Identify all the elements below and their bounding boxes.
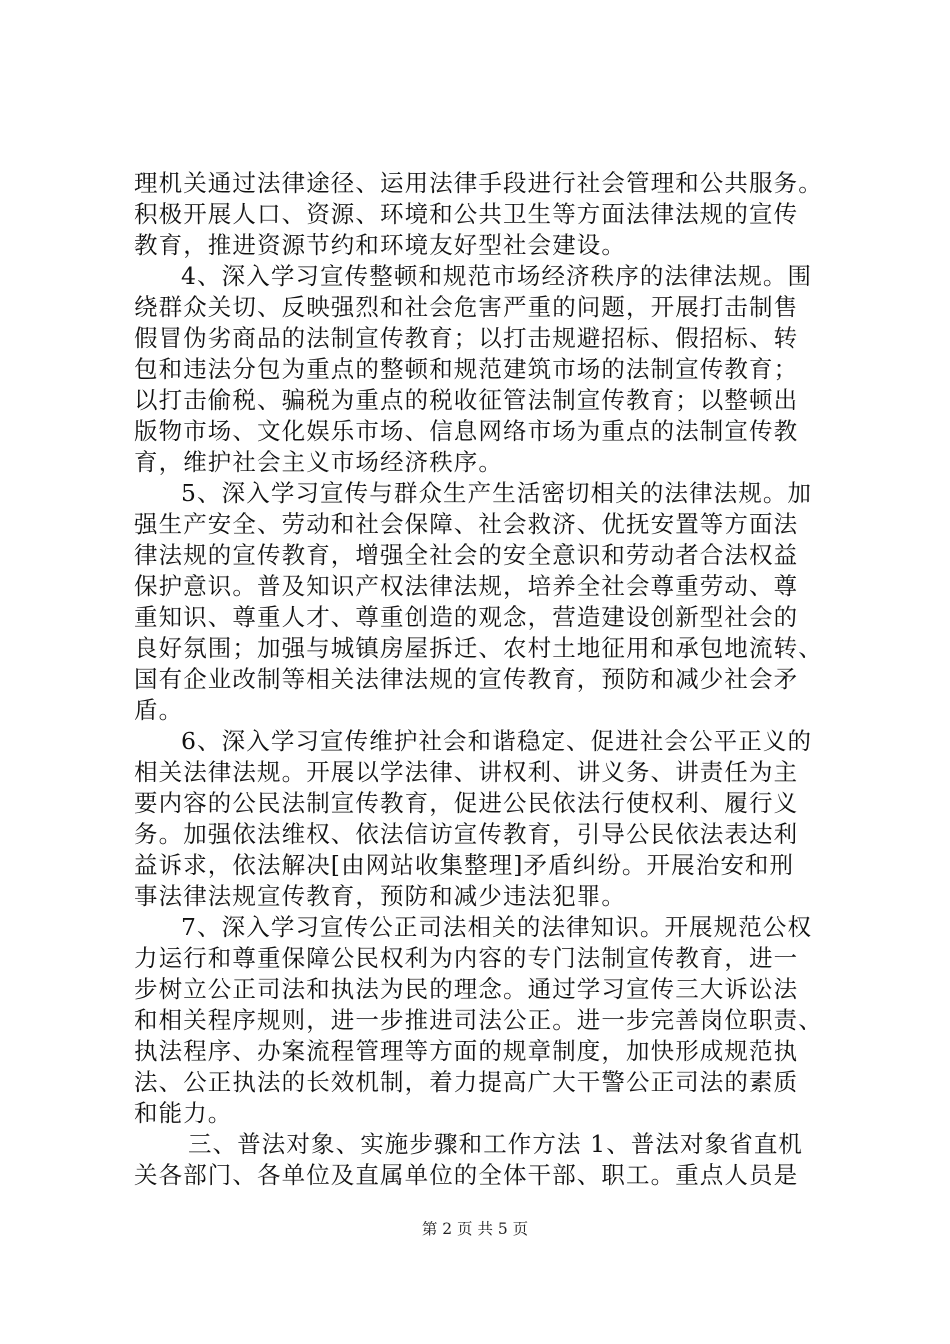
text-line: 相关法律法规。开展以学法律、讲权利、讲义务、讲责任为主 xyxy=(134,758,799,786)
document-body xyxy=(134,168,834,1191)
text-line: 和能力。 xyxy=(134,1099,233,1127)
text-line: 假冒伪劣商品的法制宣传教育；以打击规避招标、假招标、转 xyxy=(134,324,799,352)
text-line: 绕群众关切、反映强烈和社会危害严重的问题，开展打击制售 xyxy=(134,293,799,321)
page-number-footer: 第 2 页 共 5 页 xyxy=(421,1220,529,1238)
text-line: 理机关通过法律途径、运用法律手段进行社会管理和公共服务。 xyxy=(134,169,823,197)
text-line: 版物市场、文化娱乐市场、信息网络市场为重点的法制宣传教 xyxy=(134,417,799,445)
text-line: 关各部门、各单位及直属单位的全体干部、职工。重点人员是 xyxy=(134,1161,799,1189)
text-line: 力运行和尊重保障公民权利为内容的专门法制宣传教育，进一 xyxy=(134,944,799,972)
text-line: 事法律法规宣传教育，预防和减少违法犯罪。 xyxy=(134,882,626,910)
text-line: 积极开展人口、资源、环境和公共卫生等方面法律法规的宣传 xyxy=(134,200,799,228)
text-line: 和相关程序规则，进一步推进司法公正。进一步完善岗位职责、 xyxy=(134,1006,823,1034)
text-line: 育，维护社会主义市场经济秩序。 xyxy=(134,448,503,476)
text-line: 步树立公正司法和执法为民的理念。通过学习宣传三大诉讼法 xyxy=(134,975,799,1003)
text-line: 教育，推进资源节约和环境友好型社会建设。 xyxy=(134,231,626,259)
text-line: 国有企业改制等相关法律法规的宣传教育，预防和减少社会矛 xyxy=(134,665,799,693)
text-line: 法、公正执法的长效机制，着力提高广大干警公正司法的素质 xyxy=(134,1068,799,1096)
text-line: 强生产安全、劳动和社会保障、社会救济、优抚安置等方面法 xyxy=(134,510,799,538)
text-line: 7、深入学习宣传公正司法相关的法律知识。开展规范公权 xyxy=(181,913,813,941)
text-line: 良好氛围；加强与城镇房屋拆迁、农村土地征用和承包地流转、 xyxy=(134,634,823,662)
text-line: 以打击偷税、骗税为重点的税收征管法制宣传教育；以整顿出 xyxy=(134,386,799,414)
text-line: 保护意识。普及知识产权法律法规，培养全社会尊重劳动、尊 xyxy=(134,572,799,600)
text-line: 包和违法分包为重点的整顿和规范建筑市场的法制宣传教育； xyxy=(134,355,799,383)
text-line: 4、深入学习宣传整顿和规范市场经济秩序的法律法规。围 xyxy=(181,262,813,290)
text-line: 执法程序、办案流程管理等方面的规章制度，加快形成规范执 xyxy=(134,1037,799,1065)
text-line: 律法规的宣传教育，增强全社会的安全意识和劳动者合法权益 xyxy=(134,541,799,569)
text-line: 盾。 xyxy=(134,696,184,724)
text-line: 务。加强依法维权、依法信访宣传教育，引导公民依法表达利 xyxy=(134,820,799,848)
text-line: 重知识、尊重人才、尊重创造的观念，营造建设创新型社会的 xyxy=(134,603,799,631)
text-line: 三、普法对象、实施步骤和工作方法 1、普法对象省直机 xyxy=(188,1130,804,1158)
text-line: 益诉求，依法解决[由网站收集整理]矛盾纠纷。开展治安和刑 xyxy=(134,851,795,879)
text-line: 要内容的公民法制宣传教育，促进公民依法行使权利、履行义 xyxy=(134,789,799,817)
text-line: 5、深入学习宣传与群众生产生活密切相关的法律法规。加 xyxy=(181,479,813,507)
text-line: 6、深入学习宣传维护社会和谐稳定、促进社会公平正义的 xyxy=(181,727,813,755)
